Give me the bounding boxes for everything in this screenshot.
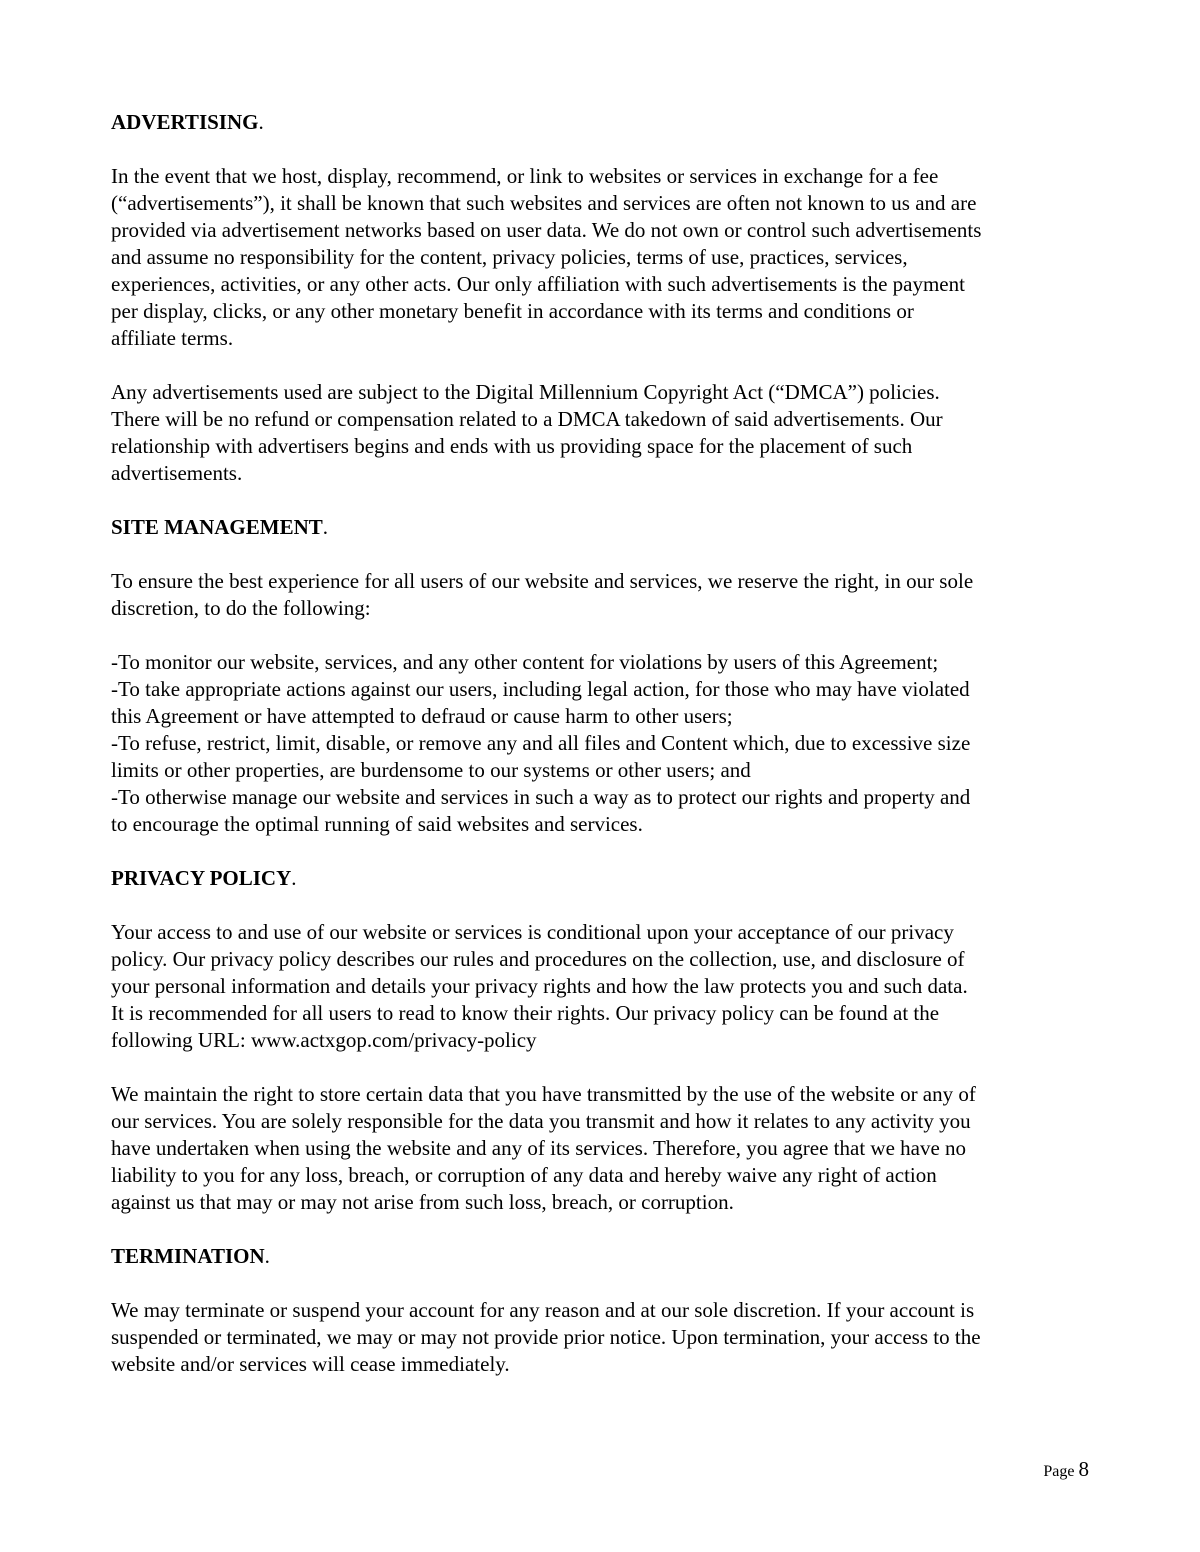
section-heading-privacy-policy (111, 865, 1101, 892)
section-site-management (111, 514, 1101, 838)
list-item: -To otherwise manage our website and services in such a way as to protect our rights and property and to encourage the optimal running of said websites and services. (111, 785, 971, 836)
rights-list (111, 649, 1101, 838)
section-termination (111, 1243, 1101, 1378)
section-heading-termination (111, 1243, 1101, 1270)
heading-period: . (258, 110, 264, 134)
heading-period: . (291, 866, 297, 890)
paragraph: Any advertisements used are subject to the Digital Millennium Copyright Act (“DMCA”) policies. There will be no refund or compensation related to a DMCA takedown of said advertisements. Our relationship with advertisers begins and ends with us providing space for the placement of such advertisements. (111, 380, 943, 485)
section-advertising (111, 109, 1101, 487)
paragraph: In the event that we host, display, recommend, or link to websites or services in exchange for a fee (“advertisements”), it shall be known that such websites and services are often not known to us and are provided via advertisement networks based on user data. We do not own or control such advertisements and assume no responsibility for the content, privacy policies, terms of use, practices, services, experiences, activities, or any other acts. Our only affiliation with such advertisements is the payment per display, clicks, or any other monetary benefit in accordance with its terms and conditions or affiliate terms. (111, 164, 982, 350)
list-item: -To refuse, restrict, limit, disable, or remove any and all files and Content which, due to excessive size limits or other properties, are burdensome to our systems or other users; and (111, 731, 971, 782)
section-privacy-policy (111, 865, 1101, 1216)
section-heading-site-management (111, 514, 1101, 541)
heading-text: PRIVACY POLICY (111, 866, 292, 890)
page-number: 8 (1078, 1457, 1089, 1481)
heading-period: . (264, 1244, 270, 1268)
paragraph: We may terminate or suspend your account for any reason and at our sole discretion. If your account is suspended or terminated, we may or may not provide prior notice. Upon termination, your access to the website and/or services will cease immediately. (111, 1298, 981, 1376)
heading-text: ADVERTISING (111, 110, 259, 134)
paragraph: Your access to and use of our website or services is conditional upon your acceptance of our privacy policy. Our privacy policy describes our rules and procedures on the collection, use, and disclosure of your personal information and details your privacy rights and how the law protects you and such data. It is recommended for all users to read to know their rights. Our privacy policy can be found at the following URL: www.actxgop.com/privacy-policy (111, 920, 968, 1052)
paragraph: We maintain the right to store certain data that you have transmitted by the use of the website or any of our services. You are solely responsible for the data you transmit and how it relates to any activity you have undertaken when using the website and any of its services. Therefore, you agree that we have no liability to you for any loss, breach, or corruption of any data and hereby waive any right of action against us that may or may not arise from such loss, breach, or corruption. (111, 1082, 976, 1214)
heading-text: SITE MANAGEMENT (111, 515, 323, 539)
heading-text: TERMINATION (111, 1244, 265, 1268)
page-number-footer (1043, 1456, 1089, 1485)
heading-period: . (322, 515, 329, 539)
page-label: Page (1043, 1463, 1075, 1480)
list-item: -To monitor our website, services, and any other content for violations by users of this Agreement; (111, 650, 939, 674)
section-heading-advertising (111, 109, 1101, 136)
document-page (111, 109, 1101, 1405)
paragraph: To ensure the best experience for all users of our website and services, we reserve the right, in our sole discretion, to do the following: (111, 569, 974, 620)
list-item: -To take appropriate actions against our users, including legal action, for those who may have violated this Agreement or have attempted to defraud or cause harm to other users; (111, 677, 970, 728)
